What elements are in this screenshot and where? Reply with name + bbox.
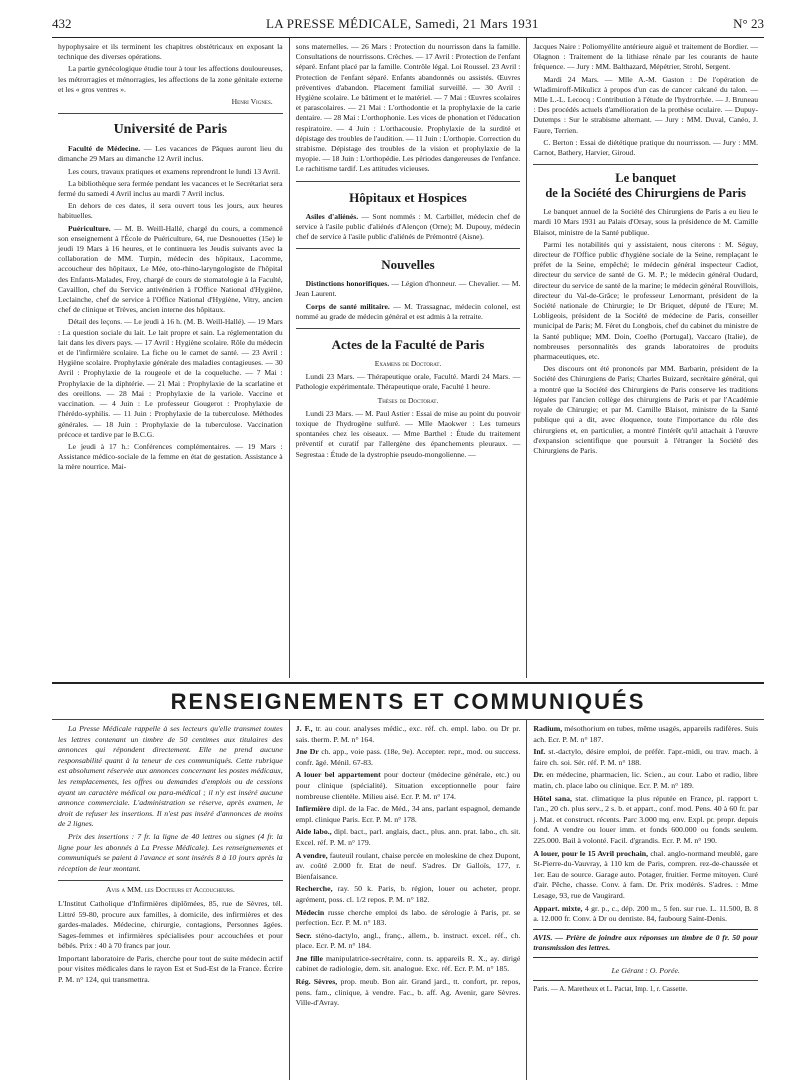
ads-column-1 bbox=[52, 720, 289, 1080]
these-text: Lundi 23 Mars. — M. Paul Astier : Essai de mise au point du pouvoir toxique de l'hydrogène sulfuré. — Mlle Maokwer : Les tumeurs spontanées chez les oiseaux. — Mme Barthel : Étude du traitement préventif et curatif par l'allergène des épanchements pleuraux. — Segrestaa : Étude de la dystrophie pseudo-mongolienne. — bbox=[295, 408, 521, 459]
banquet-paragraph-2: Parmi les notabilités qui y assistaient, nous citerons : M. Séguy, directeur de l'Office public d'hygiène sociale de la Seine, remplaçant le préfet de la Seine, empêché; le médecin général inspecteur Cadiot, directeur du service de santé de G. M. P.; le médecin général Oudard, directeur du service de santé de la marine; le médecin général Rouvillois, directeur du Val-de-Grâce; le professeur Lenormant, président de la Société nationale de Chirurgie; le Dr Briquet, député de l'Eure; M. Lobligeois, président de la Société de médecine de Paris, conseiller municipal de Paris; M. Féret du Longbois, chef du cabinet du ministre de la Santé publique; MM. Doin, Coelho (Portugal), Vaccaro (Italie), de nombreuses personnalités des grands laboratoires de produits pharmaceutiques, etc. bbox=[533, 239, 759, 362]
classified-ad: J. F., tr. au cour. analyses médic., exc. réf. ch. empl. labo. ou Dr pr. sais. therm. P. M. n° 164. bbox=[295, 724, 521, 744]
issue-number: N° 23 bbox=[733, 16, 764, 31]
classified-ad: Secr. sténo-dactylo, angl., franç., allem., b. instruct. excel. réf., ch. place. Ecr. P. M. n° 184. bbox=[295, 930, 521, 951]
runin-puericulture: Puériculture. bbox=[68, 223, 111, 233]
section-title-banquet bbox=[533, 171, 758, 201]
exam-text: Lundi 23 Mars. — Thérapeutique orale, Faculté. Mardi 24 Mars. — Pathologie expérimentale. Thérapeutique orale, Faculté 1 heure. bbox=[295, 372, 521, 392]
classified-ad: Appart. mixte, 4 gr. p., c., dép. 200 m., 5 fen. sur rue. L. 11.500, B. 8 a. 12.000 fr. Conv. à Dr ou dentiste. 84, faubourg Saint-Denis. bbox=[533, 903, 759, 924]
classified-ad: Inf. st.-dactylo, désire emploi, de préfér. l'apr.-midi, ou trav. mach. à faire ch. soi. Sér. réf. P. M. n° 188. bbox=[533, 747, 759, 767]
runin-distinctions: Distinctions honorifiques. bbox=[305, 279, 390, 289]
renseignements-title: RENSEIGNEMENTS ET COMMUNIQUÉS bbox=[52, 684, 764, 720]
divider bbox=[296, 328, 521, 329]
important-ad: Important laboratoire de Paris, cherche pour tout de suite médecin actif pour visites médicales dans le rayon Est et Sud-Est de la France. Écrire P. M. n° 124, qui transmettra. bbox=[58, 953, 283, 985]
printer-line: Paris. — A. Maretheux et L. Pactat, Imp. 1, r. Cassette. bbox=[533, 980, 758, 995]
avis-heading: Avis a MM. les Docteurs et Accoucheurs. bbox=[105, 885, 235, 895]
divider bbox=[58, 880, 283, 881]
paragraph: Les cours, travaux pratiques et examens reprendront le lundi 13 Avril. bbox=[68, 166, 280, 176]
paragraph: La bibliothèque sera fermée pendant les vacances et le Secrétariat sera fermé du samedi 4 Avril inclus au mardi 7 Avril inclus. bbox=[58, 178, 283, 199]
section-title-universite: Université de Paris bbox=[113, 122, 228, 138]
divider bbox=[296, 181, 521, 182]
berton-these: C. Berton : Essai de diététique pratique du nourrisson. — Jury : MM. Carnot, Bathery, Harvier, Giroud. bbox=[533, 137, 759, 158]
upper-columns bbox=[52, 38, 764, 678]
classified-ad: A vendre, fauteuil roulant, chaise percée en moleskine de chez Dupont, av. coûté 2.000 fr. Etat de neuf. S'adres. Dr Galloïs, 177, r. Bienfaisance. bbox=[295, 850, 521, 881]
divider bbox=[296, 248, 521, 249]
mardi-theses: Mardi 24 Mars. — Mlle A.-M. Gaston : De l'opération de Wladimiroff-Mikulicz à propos d'un cas de cancer calcané du talon. — Mlle L.-L. Lecocq : Contribution à l'étude de l'hydrorrhée. — J. Bruneau : Des procédés actuels d'amélioration de la prothèse oculaire. — Dupuy-Dutemps : Sur le strabisme alternant. — Jury : MM. Duval, Canéo, J. Faure, Terrien. bbox=[533, 74, 759, 135]
divider bbox=[533, 164, 758, 165]
banquet-paragraph-3: Des discours ont été prononcés par MM. Barbarin, président de la Société des Chirurgiens de Paris; Charles Buizard, secrétaire général, qui a montré que la Société des Chirurgiens de Paris conserve les traditions léguées par l'ancien collège des chirurgiens de Paris et par l'Académie royale de Chirurgie; et par M. Camille Blaisot, ministre de la Santé publique qui a dit, avec éloquence, toute l'importance du rôle des chirurgiens et, en particulier, a montré l'intérêt qu'il attachait à l'œuvre d'expansion scientifique que poursuit à l'étranger la Société des Chirurgiens de Paris. bbox=[533, 364, 759, 455]
ads-column-2 bbox=[289, 720, 527, 1080]
ads-list-3 bbox=[533, 724, 758, 925]
institut-ad: L'Institut Catholique d'Infirmières diplômées, 85, rue de Sèvres, tél. Littré 59-80, procure aux familles, à domicile, des infirmières et des gardes-malades. Médecine, chirurgie, contagions, Personnes âgées. Sages-femmes et infirmières spécialisées pour accouchées et pour bébés. Prix : 40 à 70 francs par jour. bbox=[58, 898, 283, 951]
classified-ad: A louer, pour le 15 Avril prochain, chal. anglo-normand meublé, gare St-Pierre-du-Vauvray, à 110 km de Paris, compren. rez-de-chaussée et 1er. Eau de source. Garage auto. Potager, fruitier. Ferme mitoyen. Curé d'air. Pêche, chasse. Conv. à fam. Dr. Prix modérés. S'adres. : Mme Lesage, 93, rue de Vaugirard. bbox=[533, 848, 759, 900]
lower-columns bbox=[52, 720, 764, 1080]
banquet-paragraph-1: Le banquet annuel de la Société des Chirurgiens de Paris a eu lieu le mardi 10 Mars 1931 au Palais d'Orsay, sous la présidence de M. Camille Blaisot, ministre de la Santé publique. bbox=[533, 207, 759, 237]
section-title-nouvelles: Nouvelles bbox=[381, 257, 435, 273]
avis-box: AVIS. — Prière de joindre aux réponses un timbre de 0 fr. 50 pour transmission des lettres. bbox=[533, 929, 758, 958]
journal-title: LA PRESSE MÉDICALE, Samedi, 21 Mars 1931 bbox=[265, 16, 539, 31]
section-title-hopitaux: Hôpitaux et Hospices bbox=[349, 189, 467, 205]
lesson-details: Détail des leçons. — Le jeudi à 16 h. (M. B. Weill-Hallé). — 19 Mars : La question sociale du lait. Le lait propre et sain. La réglementation du lait dans les divers pays. — 17 Avril : Hygiène scolaire. Rôle du médecin et de l'infirmière scolaire. La fiche ou le carnet de santé. — 23 Avril : Hygiène scolaire. Prophylaxie générale des maladies contagieuses. — 30 Avril : Prophylaxie de la rougeole et de la coqueluche. — 7 Mai : Prophylaxie de la diphtérie. — 21 Mai : Prophylaxie de la scarlatine et des oreillons. — 28 Mai : Prophylaxie de la variole. Vaccine et vaccination. — 4 Juin : Le professeur Gougerot : Prophylaxie de l'hérédo-syphilis. — 11 Juin : Prophylaxie de la tuberculose. Méthodes générales. — 18 Juin : Prophylaxie de la tuberculose. Vaccination précoce et tardive par le B.C.G. bbox=[58, 317, 283, 439]
divider bbox=[58, 113, 283, 114]
asiles-text: — Sont nommés : M. Carbillet, médecin chef de service à l'asile public d'aliénés d'Alençon (Orne); M. Dupouy, médecin chef de service à l'asile public d'aliénés de Prémontré (Aisne). bbox=[295, 211, 521, 242]
classified-ad: Médecin russe cherche emploi ds labo. de sérologie à Paris, pr. se perfection. Ecr. P. M. n° 183. bbox=[295, 907, 521, 928]
gerant-line: Le Gérant : O. Porée. bbox=[611, 965, 680, 975]
classified-ad: Infirmière dipl. de la Fac. de Méd., 34 ans, parlant espagnol, demande empl. clinique Paris. Ecr. P. M. n° 178. bbox=[295, 804, 521, 824]
banquet-title-line-1: Le banquet bbox=[615, 171, 677, 186]
these-heading: Thèses de Doctorat. bbox=[377, 395, 439, 405]
classified-ad: Jne fille manipulatrice-secrétaire, conn. ts. appareils R. X., ay. dirigé cabinet de radiologie, dem. sit. analogue. Exc. réf. Ecr. P. M. n° 185. bbox=[295, 953, 521, 974]
puericulture-text: — M. B. Weill-Hallé, chargé du cours, a commencé son enseignement à l'École de Puériculture, 64, rue Desnouettes (15e) le jeudi 19 Mars à 16 heures, et le continuera les Jeudis suivants avec la collaboration de MM. Turpin, médecin des hôpitaux, Lacomme, accoucheur des hôpitaux, Le Mée, oto-rhino-laryngologiste de l'hôpital des Enfants-Malades, Frey, chargé de cours de stomatologie à la Faculté, Cavaillon, chef du Service antivénérien à l'Office National d'Hygiène, Leclainche, chef de service à l'Office National d'Hygiène, Vitry, ancien chef de clinique et Trèves, ancien interne des hôpitaux. bbox=[58, 223, 283, 315]
runin-asiles: Asiles d'aliénés. bbox=[305, 211, 359, 221]
page-header bbox=[52, 16, 764, 38]
ads-column-3 bbox=[526, 720, 764, 1080]
classified-ad: A louer bel appartement pour docteur (médecine générale, etc.) ou pour clinique (spécialité). Situation exceptionnelle pour faire nombreuse clientèle. Milieu aisé. Ecr. P. M. n° 174. bbox=[295, 770, 521, 801]
review-signature: Henri Vignes. bbox=[231, 97, 273, 107]
classified-ad: Recherche, ray. 50 k. Paris, b. région, louer ou acheter, propr. agrément, poss. cl. 1/2 repos. P. M. n° 182. bbox=[295, 884, 521, 904]
runin-faculte: Faculté de Médecine. bbox=[68, 144, 141, 154]
faculte-text: — Les vacances de Pâques auront lieu du dimanche 29 Mars au dimanche 12 Avril inclus. bbox=[58, 144, 283, 164]
review-intro-2: La partie gynécologique étudie tour à tour les affections douloureuses, les métrorragies et ménorragies, les affections de la zone génitale externe et les « gros ventres ». bbox=[58, 64, 283, 94]
runin-corps: Corps de santé militaire. bbox=[305, 301, 390, 311]
column-1 bbox=[52, 38, 289, 678]
continued-text: Jacques Naire : Poliomyélite antérieure aiguë et traitement de Bordier. — Olagnon : Traitement de la lithiase rénale par les courants de haute fréquence. — Jury : MM. Balthazard, Mépétrier, Strohl, Sergent. bbox=[533, 42, 759, 72]
column-3 bbox=[526, 38, 764, 678]
exam-heading: Examens de Doctorat. bbox=[374, 359, 442, 369]
notice-text: La Presse Médicale rappelle à ses lecteurs qu'elle transmet toutes les lettres contenant un timbre de 50 centimes aux titulaires des annonces qui répondent directement. Elle ne prend aucune responsabilité quant à la teneur de ces communiqués. Cette rubrique est absolument réservée aux annonces concernant les postes médicaux, les remplacements, les offres ou demandes d'emplois ou de cessions ayant un caractère médical ou para-médical ; il n'y est inséré aucune annonce commerciale. L'administration se réserve, après examen, le droit de refuser les insertions. Il n'est pas inséré d'annonces de moins de 2 lignes. bbox=[58, 724, 283, 829]
banquet-title-line-2: de la Société des Chirurgiens de Paris bbox=[545, 186, 747, 201]
classified-ad: Hôtel sana, stat. climatique la plus réputée en France, pl. rapport t. l'an., 20 ch. plus serv., 2 s. b. et appart., conf. mod. Pens. 40 à 60 fr. par j. Mat. et construct. récents. Parc 3.000 mq. env. Expl. pr. propr. depuis fond. A vendre ou louer imm. et fonds 600.000 ou fonds seulem. 225.000. Bail à volonté. Facil. d'grandis. Ecr. P. M. n° 190. bbox=[533, 793, 759, 845]
classified-ad: Radium, mésothorium en tubes, même usagés, appareils radifères. Suis ach. Ecr. P. M. n° 187. bbox=[533, 724, 759, 744]
classified-ad: Rég. Sèvres, prop. meub. Bon air. Grand jard., tt. confort, pr. repos, pens. fam., clinique, à vendre. Fac., b. aff. Ag. Avenir, gare Sèvres. Ville-d'Avray. bbox=[295, 977, 521, 1008]
review-intro: hypophysaire et ils terminent les chapitres obstétricaux en exposant la technique des diverses opérations. bbox=[58, 42, 283, 62]
ads-list-2 bbox=[296, 724, 521, 1009]
newspaper-page bbox=[52, 16, 764, 1080]
corps-text: — M. Trassagnac, médecin colonel, est nommé au grade de médecin général et est admis à la retraite. bbox=[295, 301, 521, 321]
classified-ad: Dr. en médecine, pharmacien, lic. Scien., au cour. Labo et radio, libre matin, ch. place labo ou clinique. Ecr. P. M. n° 189. bbox=[533, 770, 759, 790]
prix-text: Prix des insertions : 7 fr. la ligne de 40 lettres ou signes (4 fr. la ligne pour les abonnés à La Presse Médicale). Les renseignements et communiqués se paient à l'avance et sont insérés 8 à 10 jours après la réception de leur montant. bbox=[58, 831, 283, 873]
section-title-actes: Actes de la Faculté de Paris bbox=[331, 337, 485, 353]
page-number: 432 bbox=[52, 16, 72, 31]
paragraph: En dehors de ces dates, il sera ouvert tous les jours, aux heures habituelles. bbox=[58, 201, 283, 221]
classified-ad: Aide labo., dipl. bact., parl. anglais, dact., plus. ann. prat. labo., ch. sit. Excel. réf. P. M. n° 179. bbox=[295, 827, 521, 847]
continued-text: sons maternelles. — 26 Mars : Protection du nourrisson dans la famille. Consultations de nourrissons. Crèches. — 17 Avril : Protection de l'enfant séparé. Enfant placé par la famille. Contrôle légal. Loi Roussel. 23 Avril : Protection de l'enfant séparé. Enfants abandonnés ou assistés. Œuvres préventives d'abandon. Placement familial surveillé. — 30 Avril : Hygiène scolaire. Le bâtiment et le matériel. — 7 Mai : Œuvres scolaires et parascolaires. — 21 Mai : L'orthodontie et la prophylaxie de la carie dentaire. — 28 Mai : L'orthophonie. Les vices de phonation et l'éducation respiratoire. — 4 Juin : L'orthacousie. Prophylaxie de la surdité et dépistage des troubles de l'audition. — 11 Juin : L'orthopie. Correction du strabisme. Dépistage des troubles de la vision et prophylaxie de la myopie. — 18 Juin : L'orthopédie. Les périodes dangereuses de l'enfance. Le rachitisme tardif. Les attitudes vicieuses. bbox=[295, 42, 521, 174]
distinctions-text: — Légion d'honneur. — Chevalier. — M. Jean Laurent. bbox=[295, 279, 521, 299]
classified-ad: Jne Dr ch. app., voie pass. (18e, 9e). Accepter. repr., mod. ou success. confr. âgé. Ménil. 67-83. bbox=[295, 747, 521, 767]
conferences: Le jeudi à 17 h.: Conférences complémentaires. — 19 Mars : Assistance médico-sociale de la femme en état de gestation. Assistance à la mère nourrice. Mai- bbox=[58, 441, 283, 472]
column-2 bbox=[289, 38, 527, 678]
